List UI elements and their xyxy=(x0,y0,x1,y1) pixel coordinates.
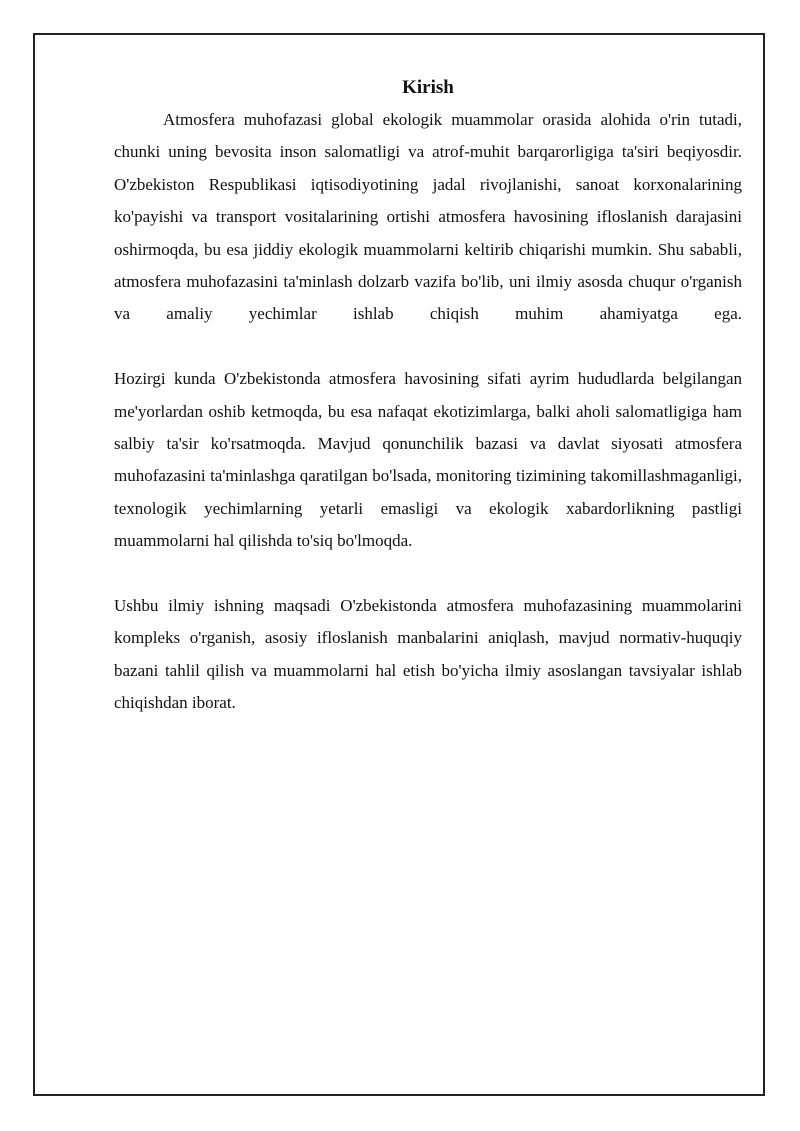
paragraph-research-goal: Ushbu ilmiy ishning maqsadi O'zbekistonda atmosfera muhofazasining muammolarini kompleks o'rganish, asosiy ifloslanish manbalarini aniqlash, mavjud normativ-huquqiy bazani tahlil qilish va muammolarni hal etish bo'yicha ilmiy asoslangan tavsiyalar ishlab chiqishdan iborat. xyxy=(114,596,742,713)
document-title: Kirish xyxy=(402,77,454,98)
paragraph-spacer xyxy=(114,331,742,363)
paragraph-spacer xyxy=(114,558,742,590)
paragraph-current-state: Hozirgi kunda O'zbekistonda atmosfera havosining sifati ayrim hududlarda belgilangan me'yorlardan oshib ketmoqda, bu esa nafaqat ekotizimlarga, balki aholi salomatligiga ham salbiy ta'sir ko'rsatmoqda. Mavjud qonunchilik bazasi va davlat siyosati atmosfera muhofazasini ta'minlashga qaratilgan bo'lsada, monitoring tizimining takomillashmaganligi, texnologik yechimlarning yetarli emasligi va ekologik xabardorlikning pastligi muammolarni hal qilishda to'siq bo'lmoqda. xyxy=(114,369,742,551)
paragraph-intro: Atmosfera muhofazasi global ekologik muammolar orasida alohida o'rin tutadi, chunki uning bevosita inson salomatligi va atrof-muhit barqarorligiga ta'siri beqiyosdir. O'zbekiston Respublikasi iqtisodiyotining jadal rivojlanishi, sanoat korxonalarining ko'payishi va transport vositalarining ortishi atmosfera havosining ifloslanish darajasini oshirmoqda, bu esa jiddiy ekologik muammolarni keltirib chiqarishi mumkin. Shu sababli, atmosfera muhofazasini ta'minlash dolzarb vazifa bo'lib, uni ilmiy asosda chuqur o'rganish va amaliy yechimlar ishlab chiqish muhim ahamiyatga ega. xyxy=(114,110,742,324)
document-body xyxy=(114,72,742,720)
